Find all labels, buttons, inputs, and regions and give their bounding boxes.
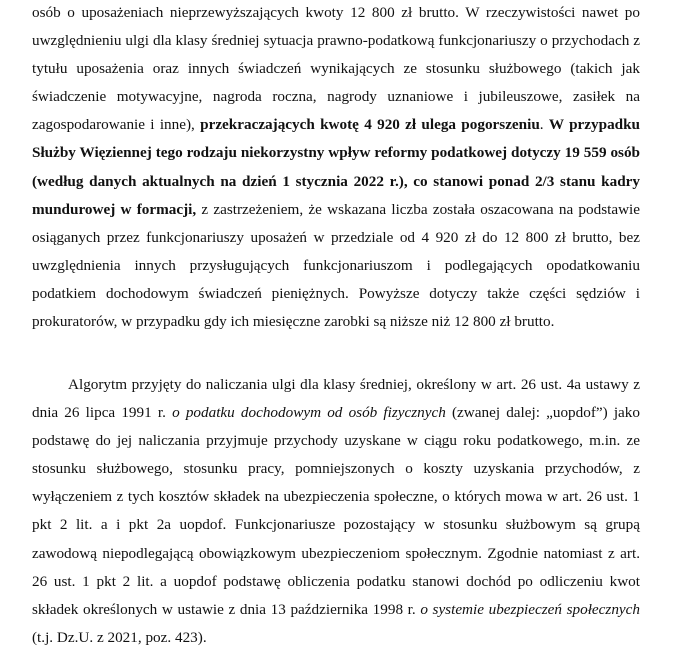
paragraph-2 xyxy=(32,371,640,652)
paragraph-1 xyxy=(32,0,640,336)
paragraph-1-bold-1: przekraczających kwotę 4 920 zł ulega pogorszeniu xyxy=(200,116,540,134)
paragraph-1-text-2: . xyxy=(539,116,549,134)
paragraph-2-italic-2: o systemie ubezpieczeń społecznych xyxy=(420,600,640,618)
paragraph-1-text-1: osób o uposażeniach nieprzewyższających kwoty 12 800 zł brutto. W rzeczywistości nawet po uwzględnieniu ulgi dla klasy średniej sytuacja prawno-podatkową funkcjonariuszy o przychodach z tytułu uposażenia oraz innych świadczeń wynikających ze stosunku służbowego (takich jak świadczenie motywacyjne, nagroda roczna, nagrody uznaniowe i jubileuszowe, zasiłek na zagospodarowanie i inne), xyxy=(32,4,640,134)
paragraph-2-italic-1: o podatku dochodowym od osób fizycznych xyxy=(172,404,446,422)
paragraph-2-text-2: (zwanej dalej: „uopdof”) jako podstawę do jej naliczania przyjmuje przychody uzyskane w ciągu roku podatkowego, m.in. ze stosunku służbowego, stosunku pracy, pomniejszonych o koszty uzyskania przychodów, z wyłączeniem z tych kosztów składek na ubezpieczenia społeczne, o których mowa w art. 26 ust. 1 pkt 2 lit. a i pkt 2a uopdof. Funkcjonariusze pozostający w stosunku służbowym są grupą zawodową niepodlegającą obowiązkowym ubezpieczeniom społecznym. Zgodnie natomiast z art. 26 ust. 1 pkt 2 lit. a uopdof podstawę obliczenia podatku stanowi dochód po odliczeniu kwot składek określonych w ustawie z dnia 13 października 1998 r. xyxy=(32,404,640,618)
paragraph-2-text-1: Algorytm przyjęty do naliczania ulgi dla klasy średniej, określony w art. 26 ust. 4a ustawy z dnia 26 lipca 1991 r. xyxy=(32,376,640,422)
paragraph-2-text-3: (t.j. Dz.U. z 2021, poz. 423). xyxy=(32,628,207,646)
paragraph-1-bold-2: W przypadku Służby Więziennej tego rodzaju niekorzystny wpływ reformy podatkowej dotyczy 19 559 osób (według danych aktualnych na dzień 1 stycznia 2022 r.), co stanowi ponad 2/3 stanu kadry mundurowej w formacji, xyxy=(32,116,640,218)
paragraph-1-text-3: z zastrzeżeniem, że wskazana liczba została oszacowana na podstawie osiąganych przez funkcjonariuszy uposażeń w przedziale od 4 920 zł do 12 800 zł brutto, bez uwzględnienia innych przysługujących funkcjonariuszom i podlegających opodatkowaniu podatkiem dochodowym świadczeń pieniężnych. Powyższe dotyczy także części sędziów i prokuratorów, w przypadku gdy ich miesięczne zarobki są niższe niż 12 800 zł brutto. xyxy=(32,200,640,331)
